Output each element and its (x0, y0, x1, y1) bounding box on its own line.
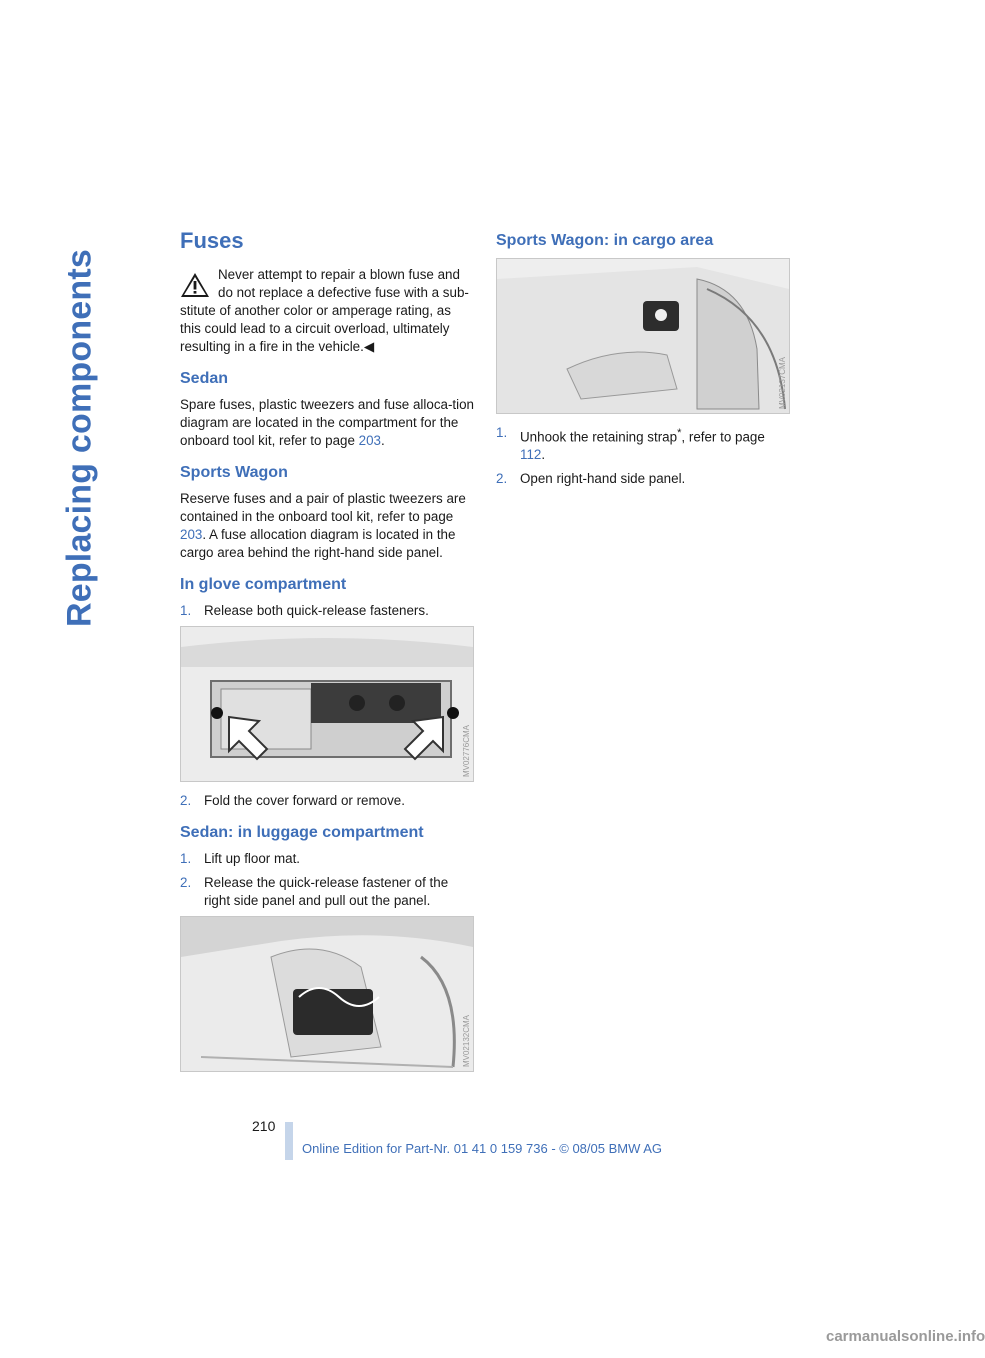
luggage-compartment-illustration (181, 917, 473, 1071)
glove-steps (180, 602, 475, 620)
image-code: MV02776CMA (462, 724, 471, 777)
sedan-paragraph: Spare fuses, plastic tweezers and fuse alloca-tion diagram are located in the compartment for the onboard tool kit, refer to page 203. (180, 397, 475, 448)
page-number: 210 (252, 1118, 276, 1134)
image-code: MV02132CMA (462, 1014, 471, 1067)
page-link-203[interactable]: 203 (180, 527, 203, 542)
glove-compartment-illustration (181, 627, 473, 781)
right-column (496, 228, 792, 494)
cargo-area-image (496, 258, 790, 414)
page-link-203[interactable]: 203 (358, 433, 381, 448)
list-item: 1. Release both quick-release fasteners. (180, 603, 429, 618)
section-title-fuses: Fuses (180, 228, 244, 253)
edition-footer: Online Edition for Part-Nr. 01 41 0 159 736 - © 08/05 BMW AG (302, 1141, 663, 1156)
list-item: 2. Fold the cover forward or remove. (180, 793, 405, 808)
heading-sedan: Sedan (180, 370, 229, 387)
wagon-paragraph: Reserve fuses and a pair of plastic tweezers are contained in the onboard tool kit, refer to page 203. A fuse allocation diagram is located in the cargo area behind the right-hand side panel. (180, 491, 466, 560)
page-link-112[interactable]: 112 (520, 447, 542, 463)
warning-text: Never attempt to repair a blown fuse and do not replace a defective fuse with a sub-stitute of another color or amperage rating, as this could lead to a circuit overload, ultimately resulting in a fire in the vehicle.◀ (180, 267, 469, 354)
luggage-compartment-image (180, 916, 474, 1072)
list-item: 1. Lift up floor mat. (180, 851, 301, 866)
cargo-steps (496, 424, 792, 488)
cargo-area-illustration (497, 259, 789, 413)
warning-triangle-icon (180, 272, 210, 298)
heading-cargo-area: Sports Wagon: in cargo area (496, 232, 714, 249)
luggage-steps (180, 850, 475, 910)
list-item: 2. Release the quick-release fastener of the right side panel and pull out the panel. (180, 875, 449, 908)
glove-compartment-image (180, 626, 474, 782)
footer-bar (285, 1122, 293, 1160)
heading-glove-compartment: In glove compartment (180, 576, 347, 593)
chapter-side-title: Replacing components (60, 248, 99, 628)
optional-equipment-star: * (677, 427, 682, 439)
list-item: 1. Unhook the retaining strap*, refer to page 112. (496, 425, 765, 463)
heading-sports-wagon: Sports Wagon (180, 464, 288, 481)
warning-note (180, 266, 475, 356)
image-code: MV02137CMA (778, 356, 787, 409)
list-item: 2. Open right-hand side panel. (496, 471, 686, 487)
site-watermark: carmanualsonline.info (826, 1328, 985, 1345)
heading-luggage-compartment: Sedan: in luggage compartment (180, 824, 424, 841)
left-column (180, 228, 475, 1082)
glove-steps-continued (180, 792, 475, 810)
